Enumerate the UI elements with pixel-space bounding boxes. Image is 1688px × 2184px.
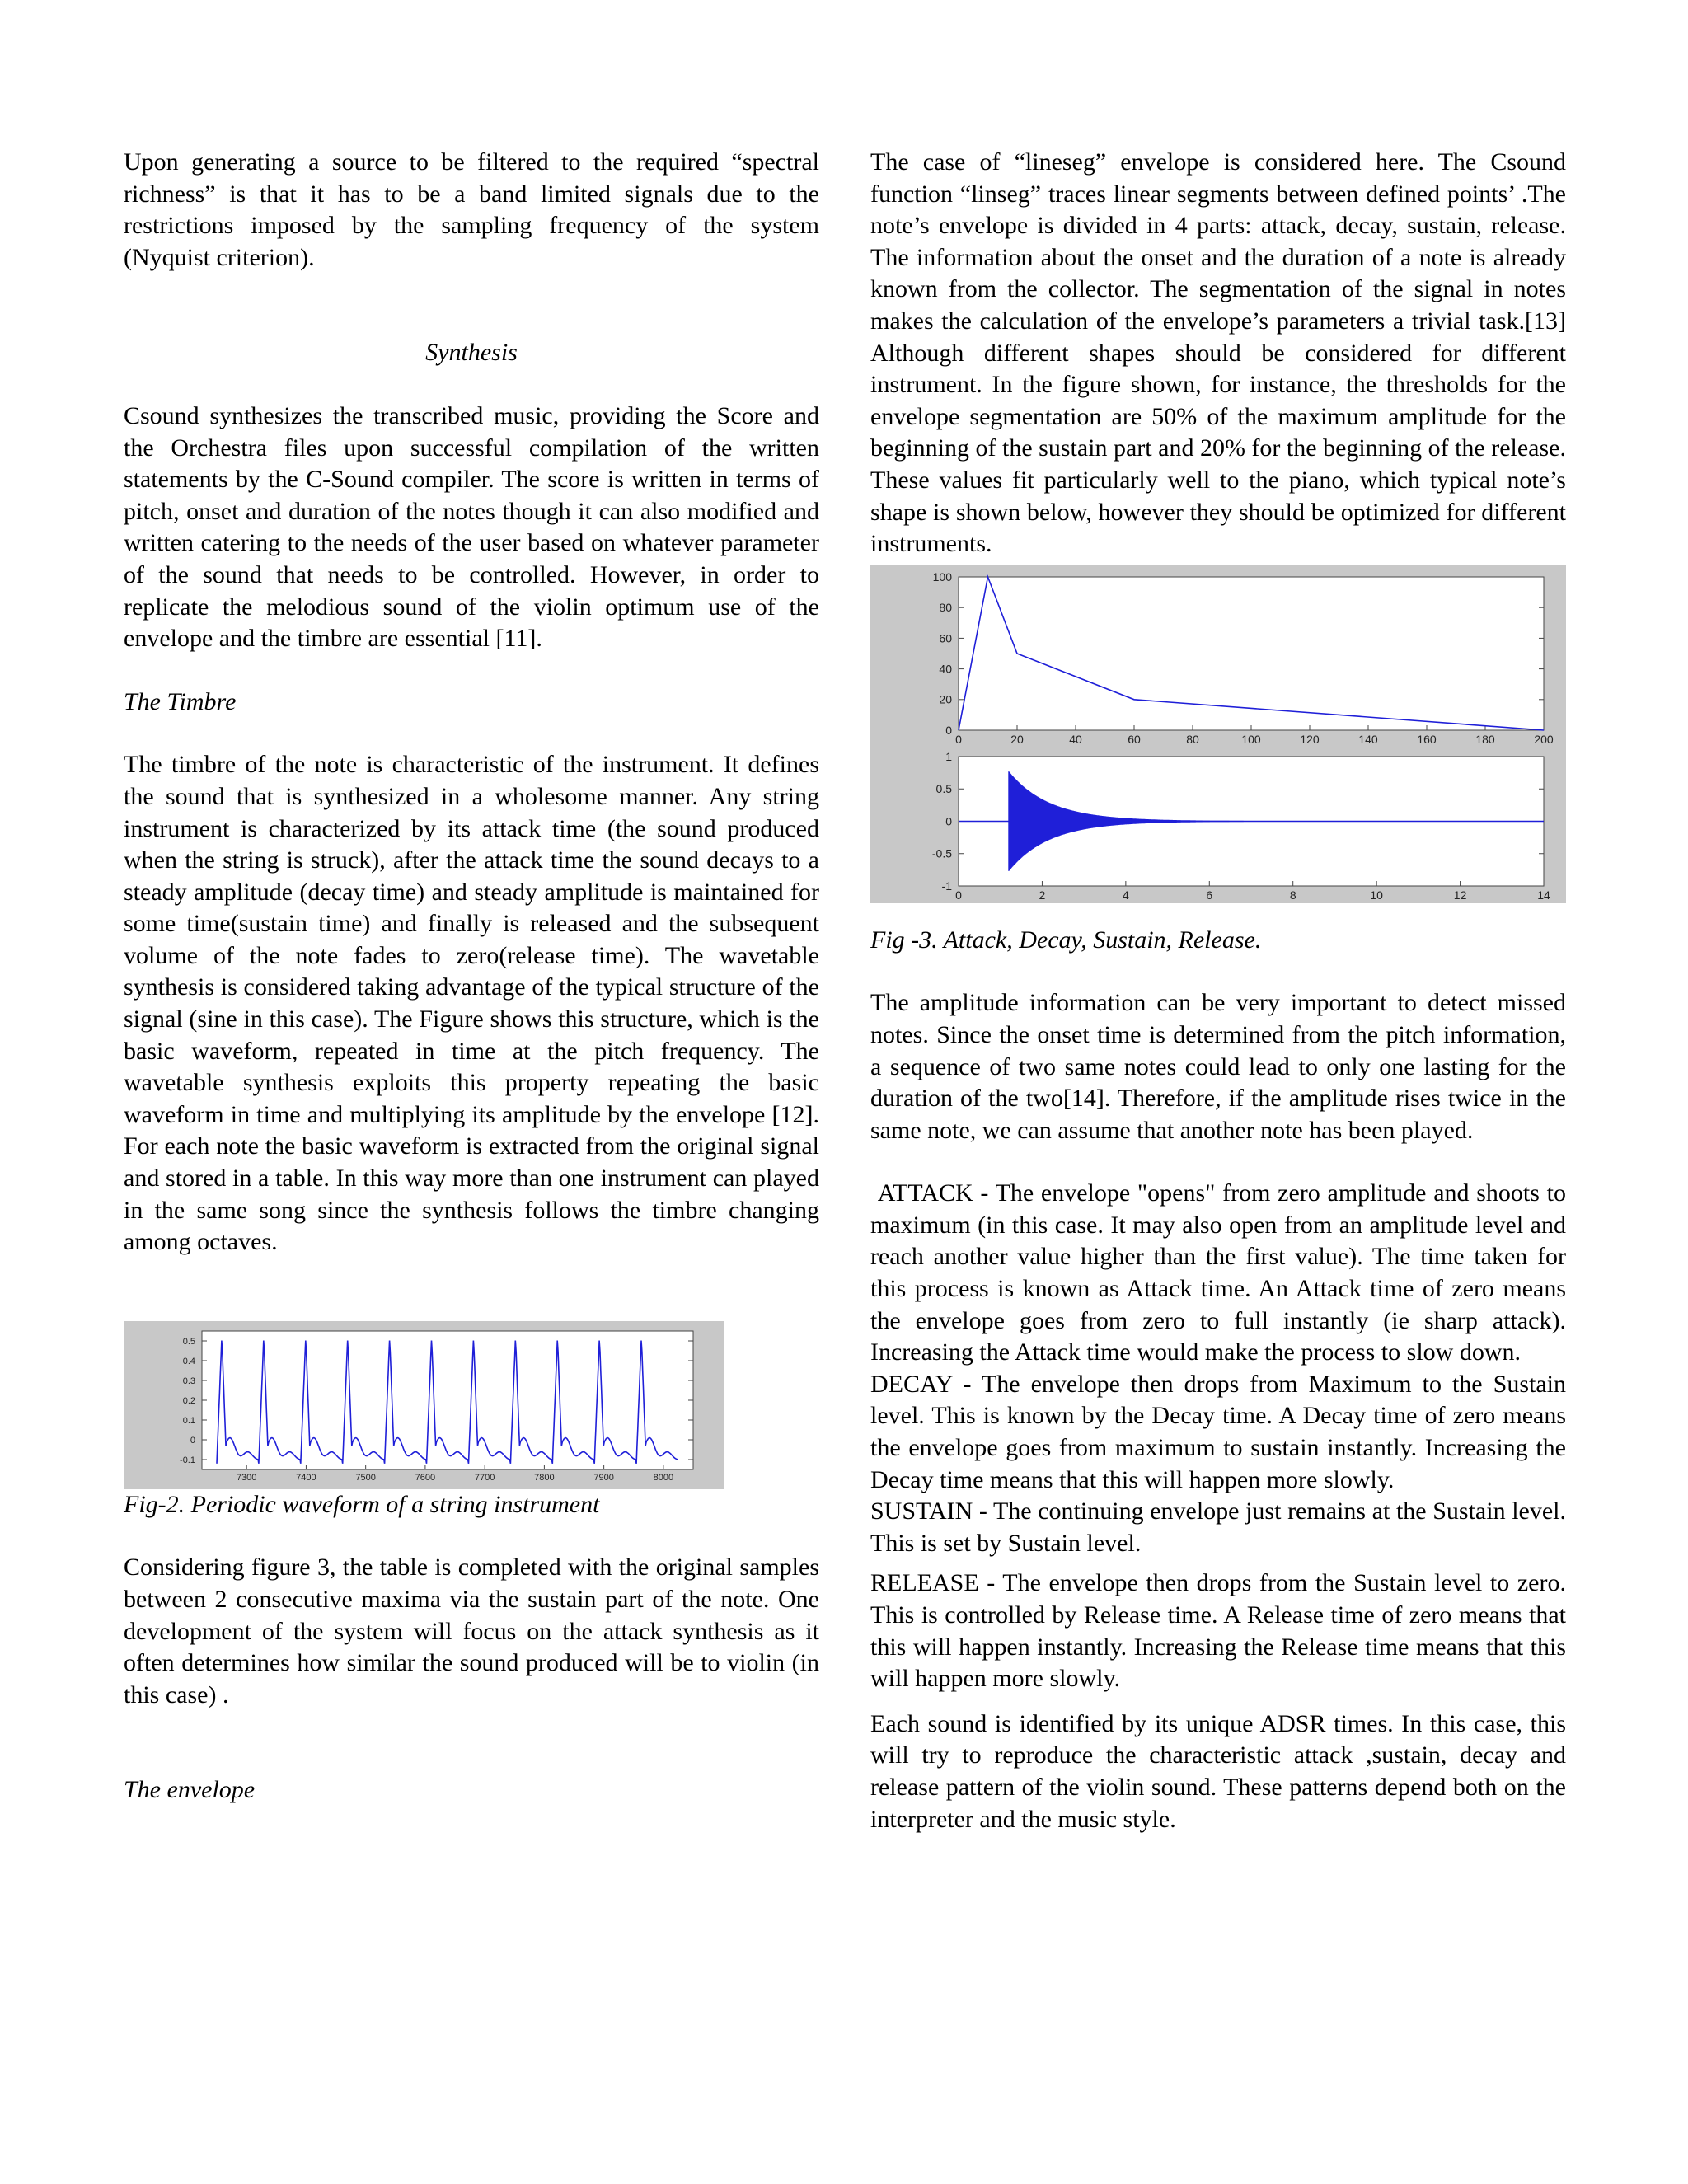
fig2-ytick-label: 0.1 [182,1415,195,1426]
fig3a-xtick-label: 60 [1128,732,1141,746]
fig3a-xtick-label: 80 [1186,732,1199,746]
fig2-xtick-label: 7800 [534,1472,555,1483]
right-column [870,147,1573,1835]
paragraph-amplitude: The amplitude information can be very important to detect missed notes. Since the onset time is determined from the pitch information, a sequence of two same notes could lead to only one lasting for the duration of the two[14]. Therefore, if the amplitude rises twice in the same note, we can assume that another note has been played. [870,989,1566,1144]
paragraph-figure3: Considering figure 3, the table is completed with the original samples between 2 consecutive maxima via the sustain part of the note. One development of the system will focus on the attack synthesis as it often determines how similar the sound produced will be to violin (in this case) . [124,1554,819,1708]
paragraph-timbre: The timbre of the note is characteristic of the instrument. It defines the sound that is synthesized in a wholesome manner. Any string instrument is characterized by its attack time (the sound produced when the string is struck), after the attack time the sound decays to a steady amplitude (decay time) and steady amplitude is maintained for some time(sustain time) and finally is released and the subsequent volume of the note fades to zero(release time). The wavetable synthesis is considered taking advantage of the typical structure of the signal (sine in this case). The Figure shows this structure, which is the basic waveform, repeated in time at the pitch frequency. The wavetable synthesis exploits this property repeating the basic waveform in time and multiplying its amplitude by the envelope [12]. For each note the basic waveform is extracted from the original signal and stored in a table. In this way more than one instrument can played in the same song since the synthesis follows the timbre changing among octaves. [124,751,819,1256]
fig2-xtick-label: 7900 [593,1472,614,1483]
section-heading-envelope: The envelope [124,1776,256,1804]
paragraph-release: RELEASE - The envelope then drops from the Sustain level to zero. This is controlled by Release time. A Release time of zero means that this will happen instantly. Increasing the Release time means that this will happen more slowly. [870,1569,1566,1693]
fig2-ytick-label: 0 [190,1435,195,1446]
fig3a-xtick-label: 120 [1300,732,1320,746]
fig2-ytick-label: 0.5 [182,1336,195,1347]
fig3a-ytick-label: 40 [939,662,952,676]
paragraph-attack: ATTACK - The envelope "opens" from zero amplitude and shoots to maximum (in this case. It may also open from an amplitude level and reach another value higher than the first value). The time taken for this process is known as Attack time. An Attack time of zero means the envelope goes from zero to full instantly (ie sharp attack). Increasing the Attack time would make the process to slow down. [870,1179,1573,1366]
fig3a-ytick-label: 20 [939,692,952,706]
fig3a-xtick-label: 200 [1534,732,1554,746]
fig3b-xtick-label: 14 [1537,888,1550,902]
fig2-ytick-label: 0.3 [182,1376,195,1386]
fig2-xtick-label: 7700 [474,1472,495,1483]
fig3b-xtick-label: 2 [1039,888,1046,902]
paragraph-csound: Csound synthesizes the transcribed music, providing the Score and the Orchestra files upon successful compilation of the written statements by the C-Sound compiler. The score is written in terms of pitch, onset and duration of the notes though it can also modified and written catering to the needs of the user based on whatever parameter of the sound that needs to be controlled. However, in order to replicate the melodious sound of the violin optimum use of the envelope and the timbre are essential [11]. [124,401,819,653]
fig3b-ytick-label: -0.5 [931,846,952,860]
fig3a-ytick-label: 80 [939,600,952,614]
fig3a-xtick-label: 100 [1241,732,1261,746]
fig3b-xtick-label: 10 [1370,888,1383,902]
paragraph-nyquist: Upon generating a source to be filtered to the required “spectral richness” is that it has to be a band limited signals due to the restrictions imposed by the sampling frequency of the system (Nyquist criterion). [124,148,819,271]
fig3b-ytick-label: 0 [945,814,952,828]
fig3a-xtick-label: 0 [955,732,962,746]
fig2-xtick-label: 7400 [296,1472,316,1483]
paragraph-decay: DECAY - The envelope then drops from Maximum to the Sustain level. This is known by the Decay time. A Decay time of zero means the envelope goes from maximum to sustain instantly. Increasing the Decay time means that this will happen more slowly. [870,1370,1566,1493]
fig3a-ytick-label: 60 [939,631,952,645]
fig3b-xtick-label: 8 [1289,888,1296,902]
section-heading-synthesis: Synthesis [425,339,518,367]
fig3b-xtick-label: 0 [955,888,962,902]
fig2-xtick-label: 7500 [355,1472,376,1483]
fig3b-xtick-label: 12 [1453,888,1467,902]
fig3b-ytick-label: 1 [945,749,952,763]
fig3a-xtick-label: 20 [1010,732,1024,746]
fig2-ytick-label: -0.1 [180,1455,195,1465]
fig3-chart [870,565,1566,903]
fig2-xtick-label: 8000 [653,1472,674,1483]
paragraph-lineseg: The case of “lineseg” envelope is considered here. The Csound function “linseg” traces linear segments between defined points’ .The note’s envelope is divided in 4 parts: attack, decay, sustain, release. The information about the onset and the duration of a note is already known from the collector. The segmentation of the signal in notes makes the calculation of the envelope’s parameters a trivial task.[13] Although different shapes should be considered for different instrument. In the figure shown, for instance, the thresholds for the envelope segmentation are 50% of the maximum amplitude for the beginning of the sustain part and 20% for the beginning of the release. These values fit particularly well to the piano, which typical note’s shape is shown below, however they should be optimized for different instruments. [870,148,1566,558]
figure-2-waveform [124,1321,724,1489]
fig3a-ytick-label: 100 [932,569,952,583]
fig2-ytick-label: 0.2 [182,1395,195,1406]
fig3a-xtick-label: 180 [1475,732,1495,746]
fig2-xtick-label: 7600 [415,1472,436,1483]
fig3a-xtick-label: 160 [1417,732,1437,746]
fig3b-xtick-label: 6 [1206,888,1213,902]
figure-3-caption: Fig -3. Attack, Decay, Sustain, Release. [870,926,1262,954]
fig3a-xtick-label: 40 [1069,732,1082,746]
paragraph-sustain: SUSTAIN - The continuing envelope just remains at the Sustain level. This is set by Sustain level. [870,1497,1566,1557]
figure-3-adsr [870,565,1566,903]
fig3b-xtick-label: 4 [1122,888,1129,902]
fig3b-ytick-label: -1 [941,879,952,893]
section-heading-timbre: The Timbre [124,687,237,715]
fig3a-xtick-label: 140 [1358,732,1378,746]
fig2-ytick-label: 0.4 [182,1356,195,1366]
fig2-xtick-label: 7300 [236,1472,257,1483]
fig3a-ytick-label: 0 [945,723,952,737]
fig2-chart [124,1321,724,1489]
figure-2-caption: Fig-2. Periodic waveform of a string instrument [124,1490,600,1518]
fig3b-ytick-label: 0.5 [935,781,952,795]
paragraph-adsr-times: Each sound is identified by its unique ADSR times. In this case, this will try to reproduce the characteristic attack ,sustain, decay and release pattern of the violin sound. These patterns depend both on the interpreter and the music style. [870,1709,1566,1833]
left-column [124,147,819,1807]
